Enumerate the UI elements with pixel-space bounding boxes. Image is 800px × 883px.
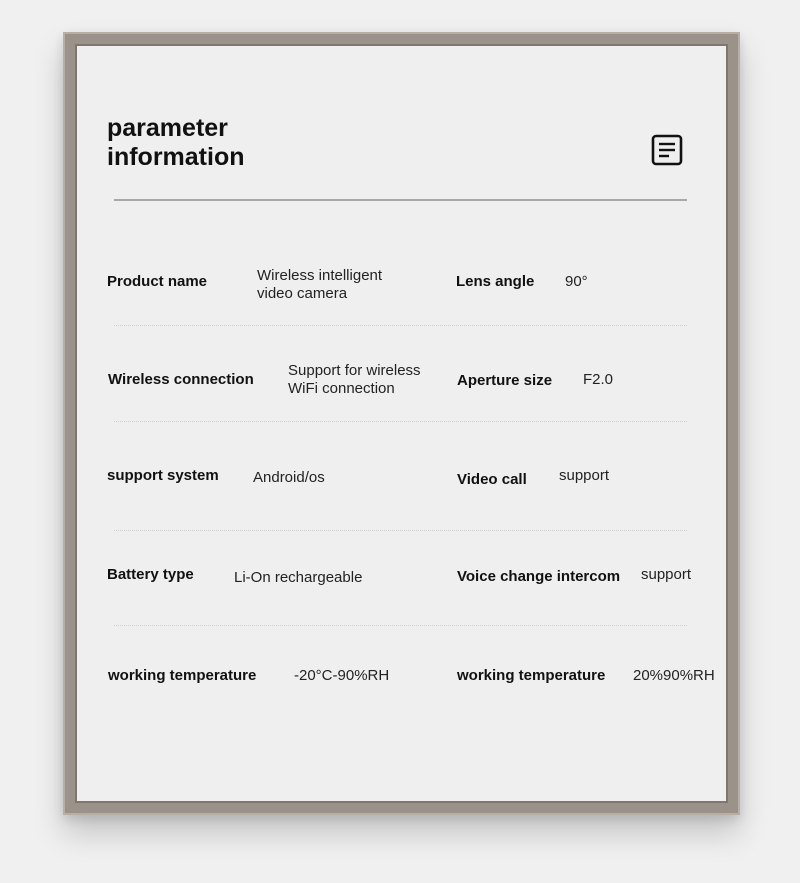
param-value-voice-change-intercom: support [641,566,692,583]
param-label-lens-angle: Lens angle [456,273,535,290]
row-divider [114,325,687,326]
param-label-product-name: Product name [107,273,208,290]
row-divider [114,421,687,422]
page-title: parameter information [107,114,245,171]
param-value-lens-angle: 90° [565,273,588,290]
row-divider [114,625,687,626]
param-value-working-temperature: -20°C-90%RH [294,667,390,684]
param-value-video-call: support [559,467,610,484]
param-value-working-temperature-2: 20%90%RH [633,667,715,684]
row-divider [114,530,687,531]
param-label-support-system: support system [107,467,219,484]
param-label-wireless-connection: Wireless connection [108,371,254,388]
param-label-battery-type: Battery type [107,566,194,583]
param-label-aperture-size: Aperture size [457,372,553,389]
param-label-working-temperature-2: working temperature [457,667,606,684]
param-label-video-call: Video call [457,471,527,488]
param-label-voice-change-intercom: Voice change intercom [457,568,621,585]
header-divider [114,199,687,201]
document-list-icon [651,134,683,166]
param-value-wireless-connection: Support for wireless WiFi connection [288,362,421,397]
param-value-battery-type: Li-On rechargeable [234,569,363,586]
param-value-aperture-size: F2.0 [583,371,614,388]
param-value-support-system: Android/os [253,469,325,486]
picture-frame [63,32,740,815]
param-value-product-name: Wireless intelligent video camera [257,267,383,302]
param-label-working-temperature: working temperature [108,667,257,684]
